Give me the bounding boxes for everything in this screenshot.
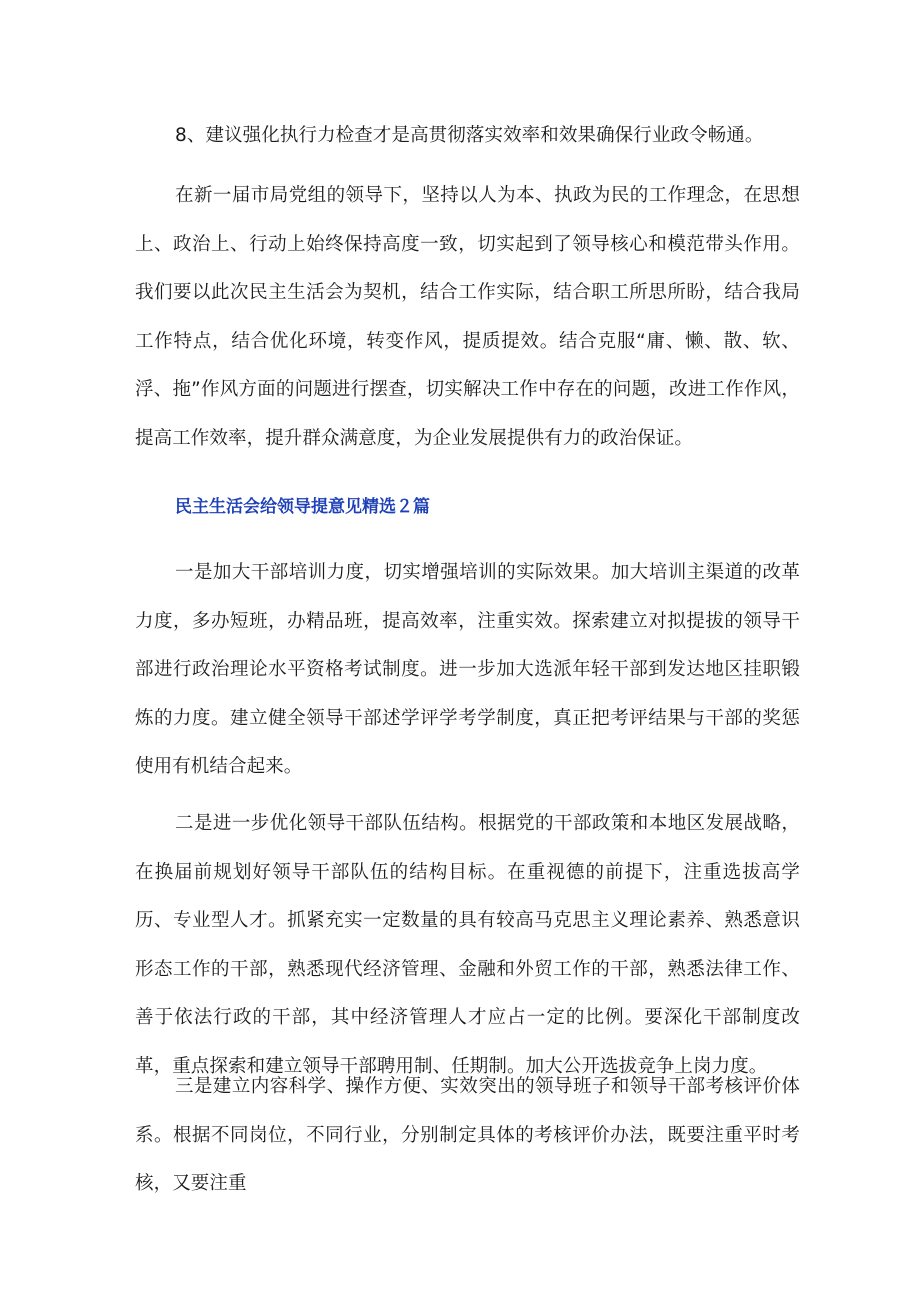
paragraph-cadre-training: 一是加大干部培训力度，切实增强培训的实际效果。加大培训主渠道的改革力度，多办短班，办精品班，提高效率，注重实效。探索建立对拟提拔的领导干部进行政治理论水平资格考试制度。进一步加大选派年轻干部到发达地区挂职锻炼的力度。建立健全领导干部述学评学考学制度，真正把考评结果与干部的奖惩使用有机结合起来。: [135, 562, 800, 778]
paragraph-party-leadership: 在新一届市局党组的领导下，坚持以人为本、执政为民的工作理念，在思想上、政治上、行动上始终保持高度一致，切实起到了领导核心和模范带头作用。我们要以此次民主生活会为契机，结合工作实际，结合职工所思所盼，结合我局工作特点，结合优化环境，转变作风，提质提效。结合克服“庸、懒、散、软、浮、拖”作风方面的问题进行摆查，切实解决工作中存在的问题，改进工作作风，提高工作效率，提升群众满意度，为企业发展提供有力的政治保证。: [135, 185, 800, 449]
section-heading: 民主生活会给领导提意见精选２篇: [175, 497, 430, 517]
paragraph-item-8: 8、建议强化执行力检查才是高贯彻落实效率和效果确保行业政令畅通。: [175, 125, 764, 146]
paragraph-cadre-structure: 二是进一步优化领导干部队伍结构。根据党的干部政策和本地区发展战略，在换届前规划好领导干部队伍的结构目标。在重视德的前提下，注重选拔高学历、专业型人才。抓紧充实一定数量的具有较高马克思主义理论素养、熟悉意识形态工作的干部，熟悉现代经济管理、金融和外贸工作的干部，熟悉法律工作、善于依法行政的干部，其中经济管理人才应占一定的比例。要深化干部制度改革，重点探索和建立领导干部聘用制、任期制。加大公开选拔竞争上岗力度。: [135, 813, 800, 1077]
paragraph-evaluation-system: 三是建立内容科学、操作方便、实效突出的领导班子和领导干部考核评价体系。根据不同岗位，不同行业，分别制定具体的考核评价办法，既要注重平时考核，又要注重: [135, 1076, 800, 1195]
